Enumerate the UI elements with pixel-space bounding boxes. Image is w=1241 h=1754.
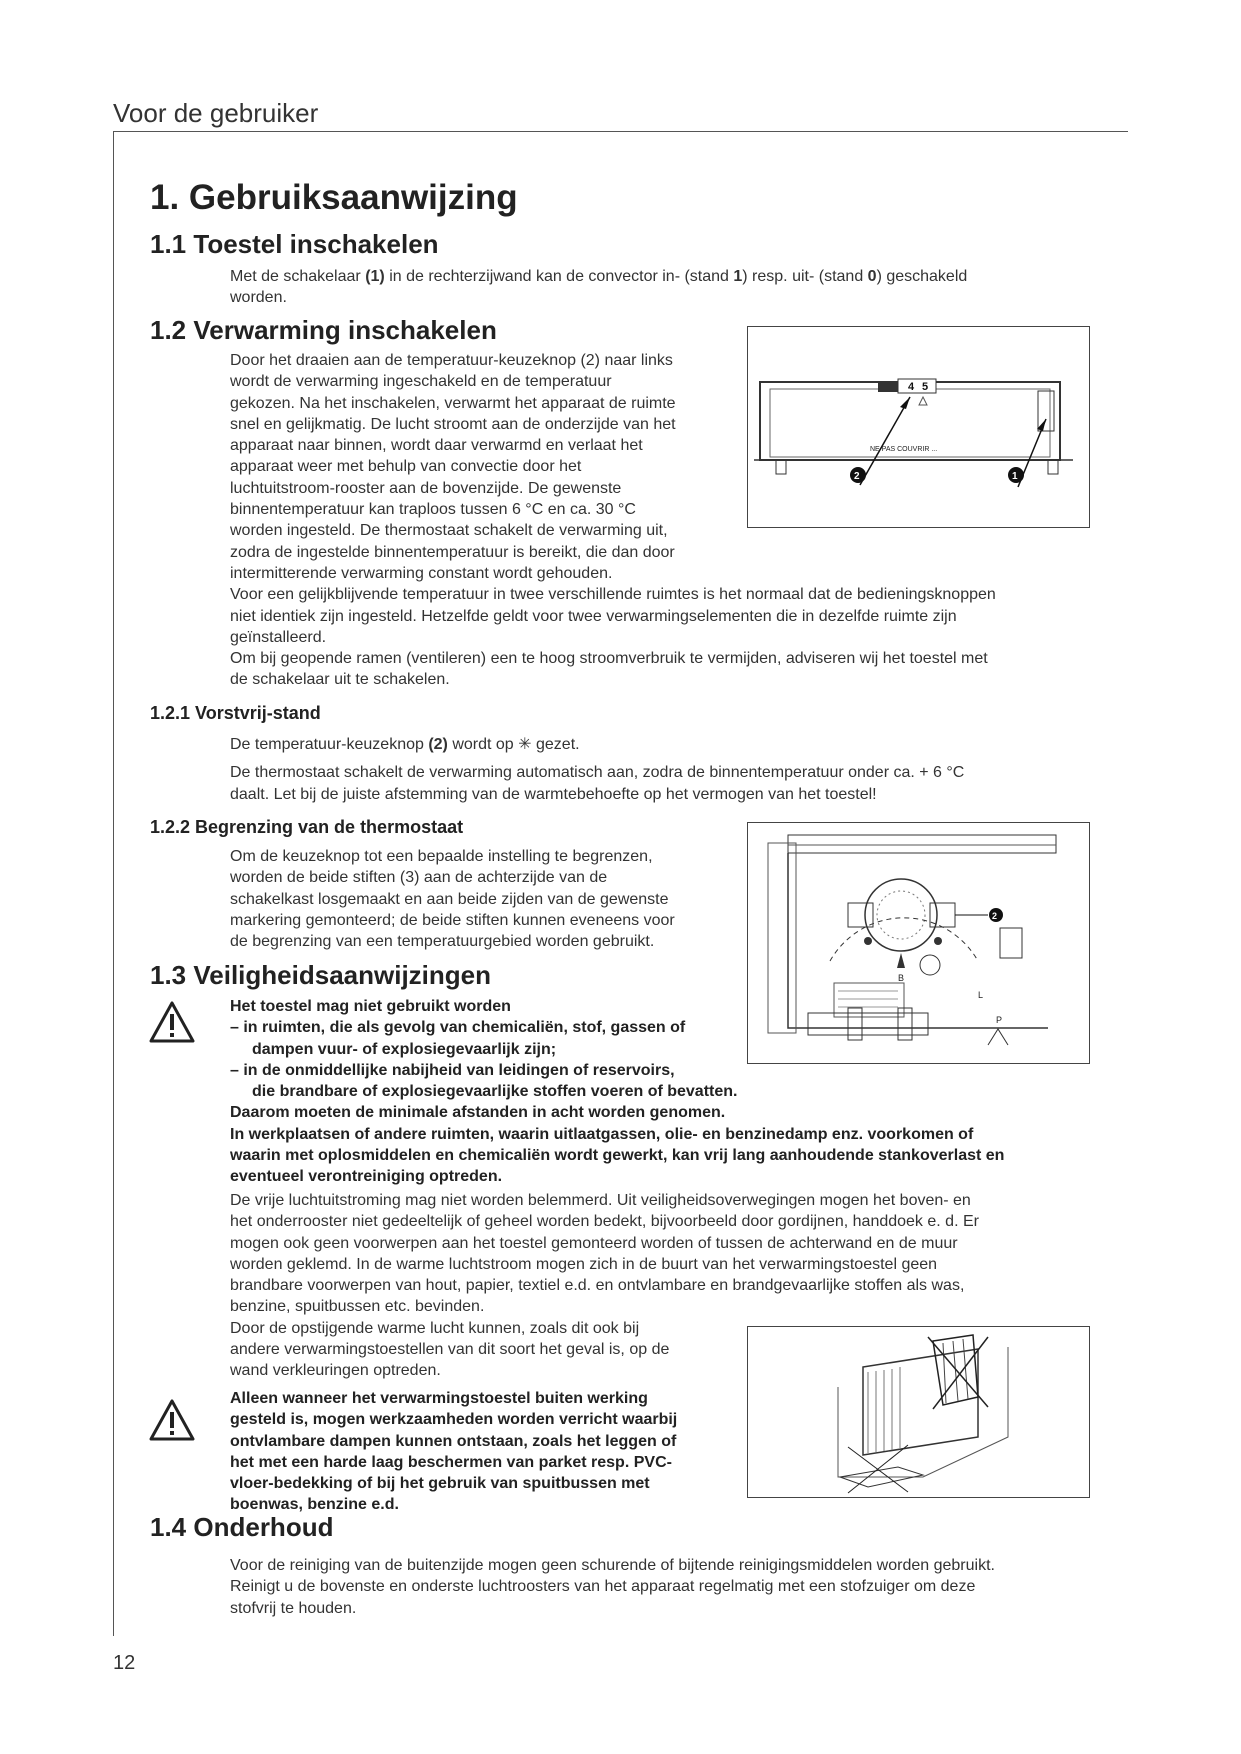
knob-label-4: 4 xyxy=(908,381,915,393)
page-number: 12 xyxy=(113,1652,136,1674)
callout-2: 2 xyxy=(854,471,860,482)
warning-block-2: Alleen wanneer het verwarmingstoestel buiten werking gesteld is, mogen werkzaamheden worden verricht waarbij ontvlambare dampen kunnen ontstaan, zoals het leggen of het met een harde laag beschermen van parket resp. PVC- vloer-bedekking of bij het gebruik van spuitbussen met boenwas, benzine e.d. xyxy=(230,1390,678,1514)
running-header: Voor de gebruiker xyxy=(113,98,319,128)
section-title-1-3: 1.3 Veiligheidsaanwijzingen xyxy=(150,960,491,990)
knob-label-5: 5 xyxy=(922,381,929,393)
warning-icon-2 xyxy=(148,1398,196,1442)
paragraph-1-4: Voor de reiniging van de buitenzijde mogen geen schurende of bijtende reinigingsmiddelen worden gebruikt. Reinigt u de bovenste en onderste luchtroosters van het apparaat regelmatig met een stofzuiger om deze stofvrij te houden. xyxy=(230,1557,995,1617)
paragraph-1-1: Met de schakelaar (1) in de rechterzijwand kan de convector in- (stand 1) resp. uit- (stand 0) geschakeld worden. xyxy=(230,268,968,307)
warning-icon xyxy=(148,1000,196,1044)
paragraph-1-2-2: Om de keuzeknop tot een bepaalde instelling te begrenzen, worden de beide stiften (3) aan de achterzijde van de schakelkast losgemaakt en aan beide zijden van de gewenste markering gemonteerd; de beide stiften kunnen eveneens voor de begrenzing van een temperatuurgebied worden gebruikt. xyxy=(230,848,675,951)
safety-paragraph: De vrije luchtuitstroming mag niet worden belemmerd. Uit veiligheidsoverwegingen mogen het boven- en het onderrooster niet gedeeltelijk of geheel worden bedekt, bijvoorbeeld door gordijnen, handdoek e. d. Er mogen ook geen voorwerpen aan het toestel gemonteerd worden of tussen de achterwand en de muur worden geklemd. In de warme luchtstroom mogen zich in de buurt van het verwarmingstoestel geen brandbare voorwerpen van hout, papier, textiel e.d. en ontvlambare en brandgevaarlijke stoffen als was, benzine, spuitbussen etc. bevinden. Door de opstijgende warme lucht kunnen, zoals dit ook bij andere verwarmingstoestellen van dit soort het geval is, op de wand verkleuringen optreden. xyxy=(230,1192,979,1380)
warning-block-1: Het toestel mag niet gebruikt worden – in ruimten, die als gevolg van chemicaliën, stof, gassen of dampen vuur- of explosiegevaarlijk zijn; – in de onmiddellijke nabijheid van leidingen of reservoirs, die brandbare of explosiegevaarlijke stoffen voeren of bevatten. Daarom moeten de minimale afstanden in acht worden genomen. In werkplaatsen of andere ruimten, waarin uitlaatgassen, olie- en benzinedamp enz. voorkomen of waarin met oplosmiddelen en chemicaliën wordt gewerkt, kan vrij lang aanhoudende stankoverlast en eventueel verontreiniging optreden. xyxy=(230,998,1005,1186)
section-title-1-2-2: 1.2.2 Begrenzing van de thermostaat xyxy=(150,817,464,837)
figure-covered-heater xyxy=(747,1326,1090,1498)
header-rule xyxy=(113,131,1128,132)
margin-rule xyxy=(113,131,114,1636)
callout-2-thermo: 2 xyxy=(992,911,998,921)
callout-1: 1 xyxy=(1012,471,1018,482)
figure-convector xyxy=(747,326,1090,528)
section-title-1-2-1: 1.2.1 Vorstvrij-stand xyxy=(150,703,321,723)
paragraph-1-2-1: De temperatuur-keuzeknop (2) wordt op ✳ gezet. De thermostaat schakelt de verwarming automatisch aan, zodra de binnentemperatuur onder ca. + 6 °C daalt. Let bij de juiste afstemming van de warmtebehoefte op het vermogen van het toestel! xyxy=(230,736,965,803)
section-title-1-1: 1.1 Toestel inschakelen xyxy=(150,229,439,259)
no-cover-label: NE PAS COUVRIR ... xyxy=(870,446,938,453)
chapter-title: 1. Gebruiksaanwijzing xyxy=(150,178,518,217)
label-b: B xyxy=(898,973,905,983)
label-p: P xyxy=(996,1015,1003,1025)
paragraph-1-2: Door het draaien aan de temperatuur-keuzeknop (2) naar links wordt de verwarming ingeschakeld en de temperatuur gekozen. Na het inschakelen, verwarmt het apparaat de ruimte snel en gelijkmatig. De lucht stroomt aan de onderzijde van het apparaat naar binnen, wordt daar verwarmd en verlaat het apparaat weer met behulp van convectie door het luchtuitstroom-rooster aan de bovenzijde. De gewenste binnentemperatuur kan traploos tussen 6 °C en ca. 30 °C worden ingesteld. De thermostaat schakelt de verwarming uit, zodra de ingestelde binnentemperatuur is bereikt, die dan door intermitterende verwarming constant wordt gehouden. Voor een gelijkblijvende temperatuur in twee verschillende ruimtes is het normaal dat de bedieningsknoppen niet identiek zijn ingesteld. Hetzelfde geldt voor twee verwarmingselementen die in dezelfde ruimte zijn geïnstalleerd. Om bij geopende ramen (ventileren) een te hoog stroomverbruik te vermijden, adviseren wij het toestel met de schakelaar uit te schakelen. xyxy=(230,352,996,689)
section-title-1-4: 1.4 Onderhoud xyxy=(150,1512,334,1542)
label-l: L xyxy=(978,990,984,1000)
section-title-1-2: 1.2 Verwarming inschakelen xyxy=(150,315,497,345)
